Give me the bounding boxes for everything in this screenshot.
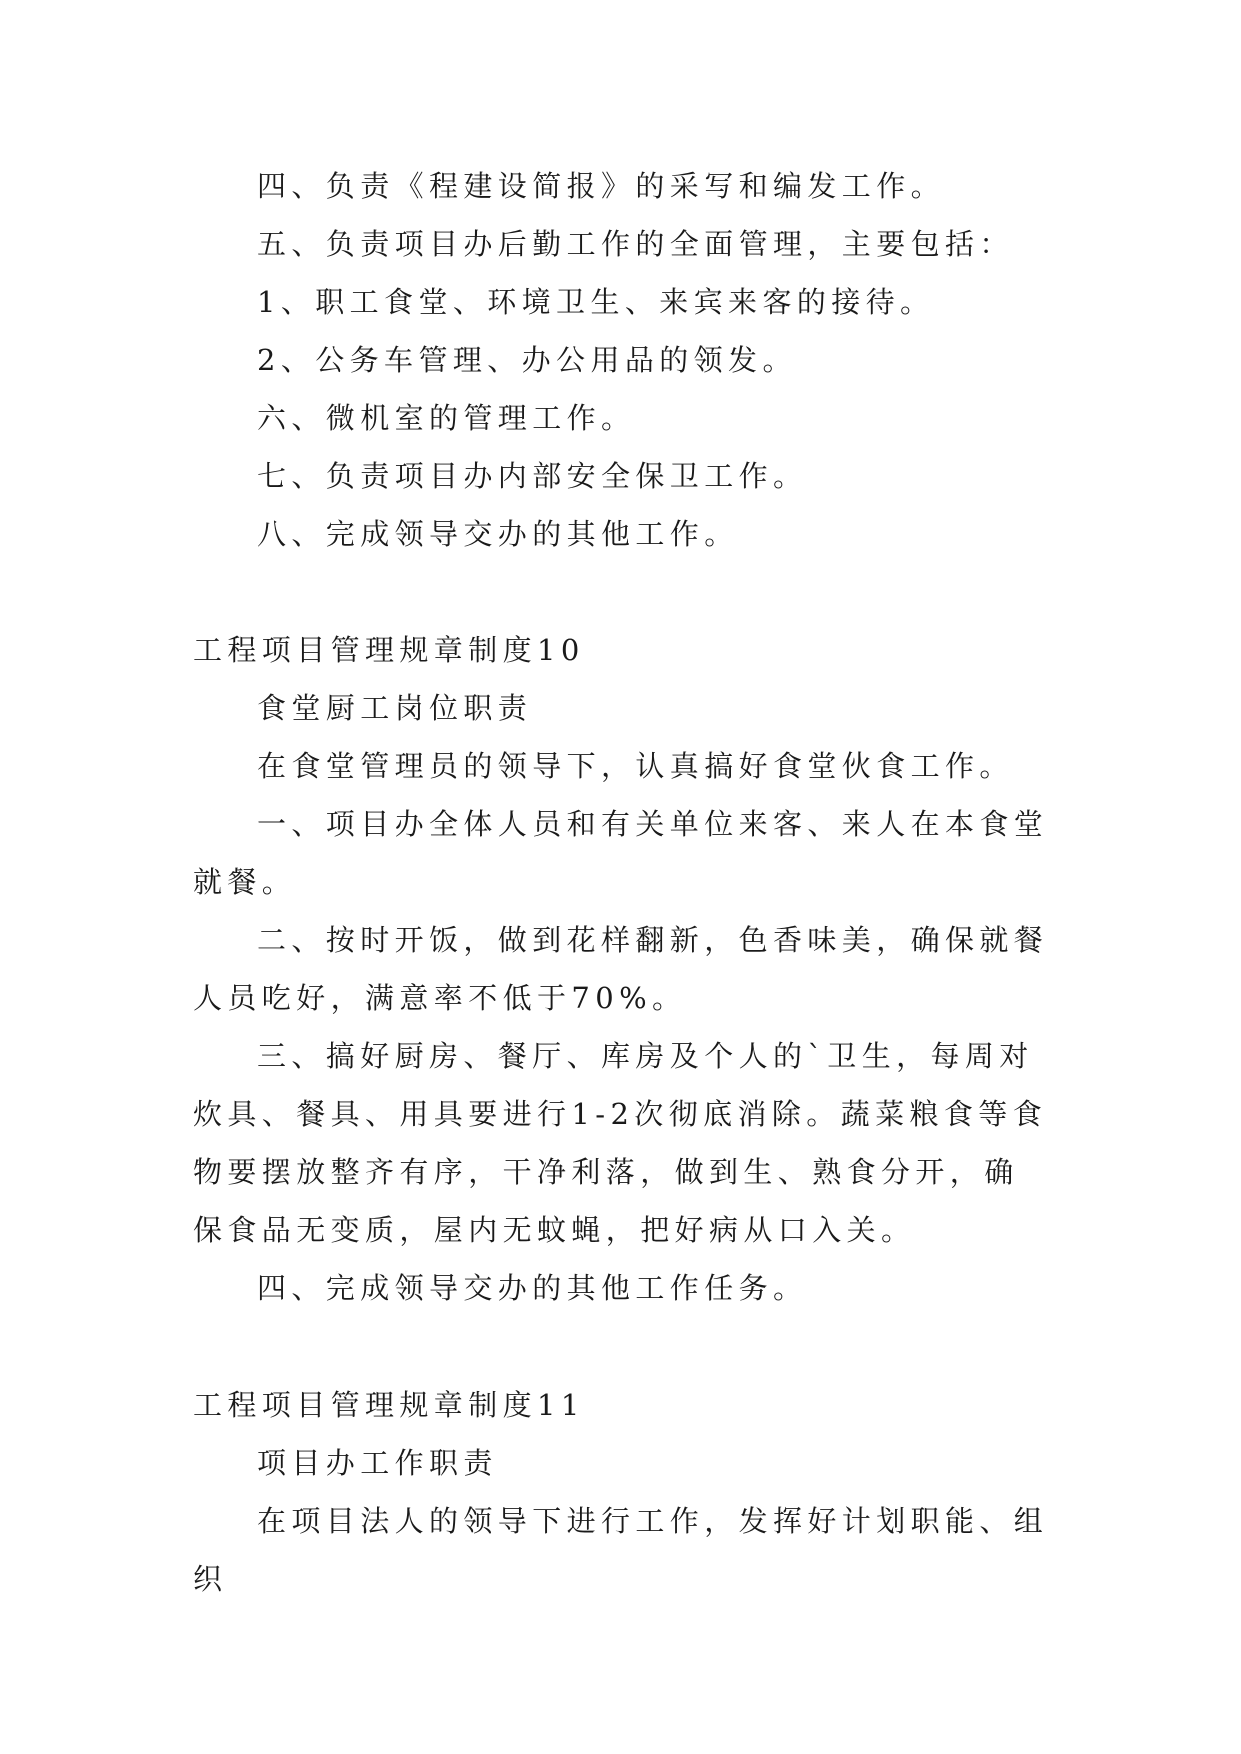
paragraph: 三、搞好厨房、餐厅、库房及个人的`卫生，每周对炊具、餐具、用具要进行1-2次彻底消除。蔬菜粮食等食物要摆放整齐有序，干净利落，做到生、熟食分开，确保食品无变质，屋内无蚊蝇，把好病从口入关。 — [193, 1039, 1048, 1247]
paragraph: 六、微机室的管理工作。 — [257, 401, 636, 435]
section-10 — [193, 621, 1051, 1317]
paragraph: 八、完成领导交办的其他工作。 — [257, 517, 739, 551]
paragraph: 七、负责项目办内部安全保卫工作。 — [257, 459, 808, 493]
paragraph: 2、公务车管理、办公用品的领发。 — [257, 343, 797, 377]
paragraph: 四、完成领导交办的其他工作任务。 — [257, 1271, 808, 1305]
paragraph: 在食堂管理员的领导下，认真搞好食堂伙食工作。 — [257, 749, 1014, 783]
paragraph: 1、职工食堂、环境卫生、来宾来客的接待。 — [257, 285, 935, 319]
section-heading: 工程项目管理规章制度10 — [193, 633, 585, 667]
paragraph: 二、按时开饭，做到花样翻新，色香味美，确保就餐人员吃好，满意率不低于70%。 — [193, 923, 1049, 1015]
paragraph: 一、项目办全体人员和有关单位来客、来人在本食堂就餐。 — [193, 807, 1049, 899]
section-subtitle: 食堂厨工岗位职责 — [257, 691, 533, 725]
paragraph: 四、负责《程建设简报》的采写和编发工作。 — [257, 169, 946, 203]
section-heading: 工程项目管理规章制度11 — [193, 1388, 585, 1422]
section-11 — [193, 1376, 1051, 1608]
paragraph: 五、负责项目办后勤工作的全面管理，主要包括： — [257, 227, 1014, 261]
section-prev — [193, 157, 1051, 563]
section-subtitle: 项目办工作职责 — [257, 1446, 498, 1480]
paragraph: 在项目法人的领导下进行工作，发挥好计划职能、组织 — [193, 1504, 1049, 1596]
